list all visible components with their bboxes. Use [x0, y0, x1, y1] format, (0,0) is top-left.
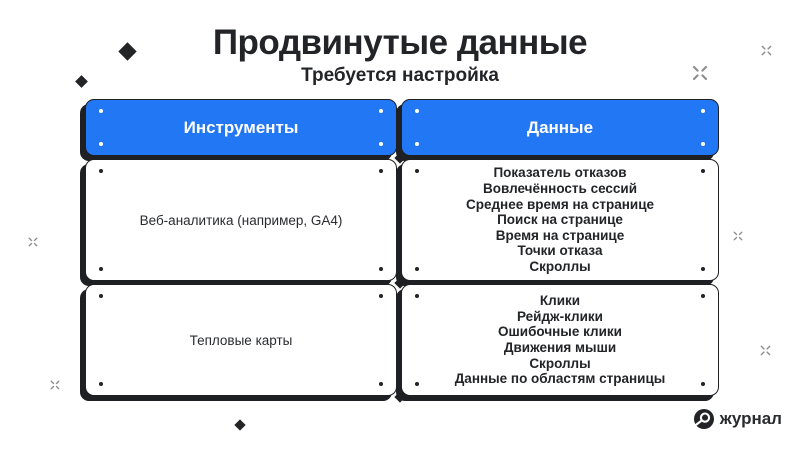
corner-dot-icon [379, 382, 383, 386]
tool-label: Веб-аналитика (например, GA4) [139, 212, 343, 228]
data-item: Рейдж-клики [517, 308, 603, 324]
corner-dot-icon [379, 109, 383, 113]
cell-data-heatmaps [401, 284, 719, 396]
comparison-table [85, 99, 719, 396]
corner-dot-icon [99, 142, 103, 146]
x-mark-icon [28, 237, 38, 247]
column-header-data-label: Данные [526, 117, 594, 137]
data-item: Скроллы [529, 258, 591, 274]
column-header-tools [85, 99, 397, 156]
cell-tool-web-analytics [85, 159, 397, 281]
corner-dot-icon [379, 294, 383, 298]
corner-dot-icon [99, 169, 103, 173]
data-item: Поиск на странице [497, 212, 623, 228]
corner-dot-icon [99, 294, 103, 298]
corner-dot-icon [701, 169, 705, 173]
corner-dot-icon [99, 267, 103, 271]
corner-dot-icon [415, 142, 419, 146]
journal-swirl-icon [693, 408, 715, 430]
cell-data-web-analytics [401, 159, 719, 281]
corner-dot-icon [99, 382, 103, 386]
journal-logo-text: журнал [719, 409, 782, 428]
corner-dot-icon [701, 294, 705, 298]
x-mark-icon [50, 380, 60, 390]
data-item: Показатель отказов [493, 165, 627, 181]
data-item: Движения мыши [503, 340, 617, 355]
journal-logo [693, 408, 782, 430]
corner-dot-icon [99, 109, 103, 113]
corner-dot-icon [415, 169, 419, 173]
corner-dot-icon [415, 382, 419, 386]
x-mark-icon [760, 345, 771, 356]
x-mark-icon [733, 231, 743, 241]
data-item: Время на странице [495, 227, 625, 243]
corner-dot-icon [379, 169, 383, 173]
corner-dot-icon [701, 267, 705, 271]
corner-dot-icon [701, 382, 705, 386]
x-mark-icon [692, 65, 708, 81]
corner-dot-icon [415, 294, 419, 298]
data-items-list [443, 289, 678, 391]
data-item: Точки отказа [517, 243, 603, 259]
column-header-tools-label: Инструменты [183, 117, 299, 137]
page-subtitle: Требуется настройка [301, 65, 499, 86]
corner-dot-icon [701, 142, 705, 146]
data-item: Данные по областям страницы [454, 371, 666, 387]
data-item: Вовлечённость сессий [482, 181, 638, 197]
data-item: Ошибочные клики [498, 324, 622, 340]
x-mark-icon [761, 45, 772, 56]
data-items-list [454, 161, 666, 278]
data-item: Клики [539, 293, 581, 309]
corner-dot-icon [379, 142, 383, 146]
page-title: Продвинутые данные [212, 23, 588, 62]
corner-dot-icon [415, 267, 419, 271]
corner-dot-icon [415, 109, 419, 113]
corner-dot-icon [379, 267, 383, 271]
diamond-icon [234, 419, 245, 430]
cell-tool-heatmaps [85, 284, 397, 396]
column-header-data [401, 99, 719, 156]
data-item: Скроллы [529, 355, 591, 371]
data-item: Среднее время на странице [465, 196, 655, 212]
heading-block [0, 24, 800, 87]
tool-label: Тепловые карты [189, 332, 293, 348]
corner-dot-icon [701, 109, 705, 113]
